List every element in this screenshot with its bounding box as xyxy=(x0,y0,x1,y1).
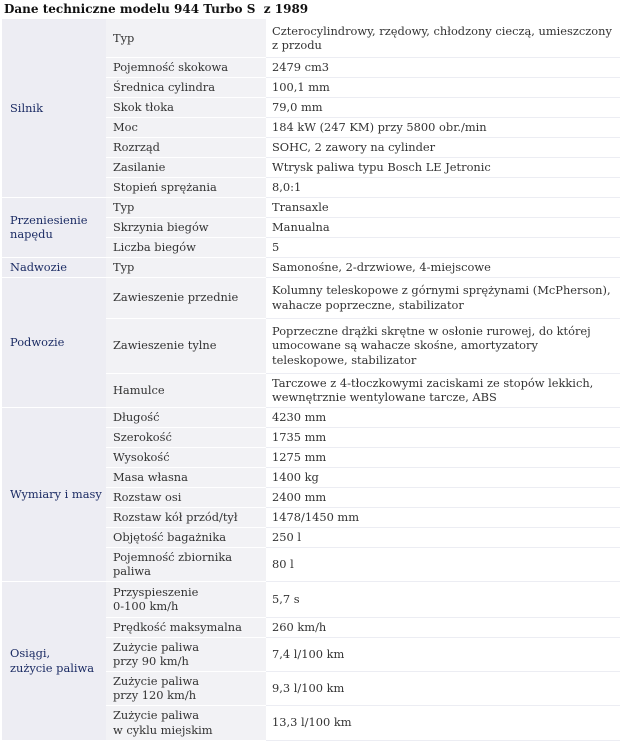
spec-label: Pojemność skokowa xyxy=(106,58,266,78)
spec-label: Moc xyxy=(106,118,266,138)
spec-label: Rozstaw osi xyxy=(106,487,266,507)
spec-value: Wtrysk paliwa typu Bosch LE Jetronic xyxy=(266,158,620,178)
spec-label: Wysokość xyxy=(106,447,266,467)
spec-value: 250 l xyxy=(266,527,620,547)
spec-label: Masa własna xyxy=(106,467,266,487)
spec-label: Typ xyxy=(106,257,266,277)
spec-label: Przyspieszenie 0-100 km/h xyxy=(106,581,266,617)
spec-value: Kolumny teleskopowe z górnymi sprężynami (McPherson), wahacze poprzeczne, stabilizator xyxy=(266,277,620,318)
spec-value: 1735 mm xyxy=(266,427,620,447)
spec-value: Tarczowe z 4-tłoczkowymi zaciskami ze stopów lekkich, wewnętrznie wentylowane tarcze, ABS xyxy=(266,373,620,407)
spec-value: Samonośne, 2-drzwiowe, 4-miejscowe xyxy=(266,257,620,277)
section-name-wymiary-i-masy: Wymiary i masy xyxy=(2,407,106,581)
spec-label: Prędkość maksymalna xyxy=(106,617,266,637)
spec-label: Stopień sprężania xyxy=(106,178,266,198)
spec-label: Zużycie paliwa przy 90 km/h xyxy=(106,637,266,671)
spec-table-body xyxy=(2,19,620,741)
spec-table xyxy=(2,18,620,741)
spec-label: Typ xyxy=(106,19,266,58)
spec-value: 80 l xyxy=(266,547,620,581)
section-name-przeniesienie-napedu: Przeniesienie napędu xyxy=(2,198,106,258)
spec-value: 2400 mm xyxy=(266,487,620,507)
spec-value: 1478/1450 mm xyxy=(266,507,620,527)
page-title: Dane techniczne modelu 944 Turbo S z 1989 xyxy=(4,2,309,16)
spec-value: 7,4 l/100 km xyxy=(266,637,620,671)
spec-value: 5,7 s xyxy=(266,581,620,617)
spec-value: 4230 mm xyxy=(266,407,620,427)
spec-label: Szerokość xyxy=(106,427,266,447)
spec-value: 13,3 l/100 km xyxy=(266,705,620,740)
spec-label: Długość xyxy=(106,407,266,427)
spec-value: 79,0 mm xyxy=(266,98,620,118)
spec-row xyxy=(2,407,620,427)
spec-label: Objętość bagażnika xyxy=(106,527,266,547)
spec-label: Zasilanie xyxy=(106,158,266,178)
spec-label: Hamulce xyxy=(106,373,266,407)
section-name-silnik: Silnik xyxy=(2,19,106,198)
spec-value: 5 xyxy=(266,237,620,257)
spec-value: 8,0:1 xyxy=(266,178,620,198)
spec-label: Zawieszenie przednie xyxy=(106,277,266,318)
section-name-nadwozie: Nadwozie xyxy=(2,257,106,277)
spec-value: Czterocylindrowy, rzędowy, chłodzony cieczą, umieszczony z przodu xyxy=(266,19,620,58)
spec-label: Rozrząd xyxy=(106,138,266,158)
spec-label: Pojemność zbiornika paliwa xyxy=(106,547,266,581)
spec-label: Zawieszenie tylne xyxy=(106,318,266,373)
spec-row xyxy=(2,198,620,218)
spec-value: Manualna xyxy=(266,217,620,237)
spec-value: 1275 mm xyxy=(266,447,620,467)
spec-label: Rozstaw kół przód/tył xyxy=(106,507,266,527)
spec-label: Średnica cylindra xyxy=(106,78,266,98)
spec-value: 260 km/h xyxy=(266,617,620,637)
section-name-podwozie: Podwozie xyxy=(2,277,106,407)
spec-label: Zużycie paliwa przy 120 km/h xyxy=(106,671,266,705)
spec-value: 100,1 mm xyxy=(266,78,620,98)
spec-label: Liczba biegów xyxy=(106,237,266,257)
section-name-osiagi-zuzycie-paliwa: Osiągi, zużycie paliwa xyxy=(2,581,106,740)
spec-value: 9,3 l/100 km xyxy=(266,671,620,705)
spec-value: SOHC, 2 zawory na cylinder xyxy=(266,138,620,158)
spec-row xyxy=(2,277,620,318)
spec-row xyxy=(2,581,620,617)
spec-value: 1400 kg xyxy=(266,467,620,487)
spec-label: Typ xyxy=(106,198,266,218)
spec-label: Skok tłoka xyxy=(106,98,266,118)
spec-value: Poprzeczne drążki skrętne w osłonie rurowej, do której umocowane są wahacze skośne, amortyzatory teleskopowe, stabilizator xyxy=(266,318,620,373)
spec-row xyxy=(2,257,620,277)
spec-label: Skrzynia biegów xyxy=(106,217,266,237)
spec-value: 2479 cm3 xyxy=(266,58,620,78)
spec-value: 184 kW (247 KM) przy 5800 obr./min xyxy=(266,118,620,138)
spec-label: Zużycie paliwa w cyklu miejskim xyxy=(106,705,266,740)
spec-value: Transaxle xyxy=(266,198,620,218)
spec-row xyxy=(2,19,620,58)
